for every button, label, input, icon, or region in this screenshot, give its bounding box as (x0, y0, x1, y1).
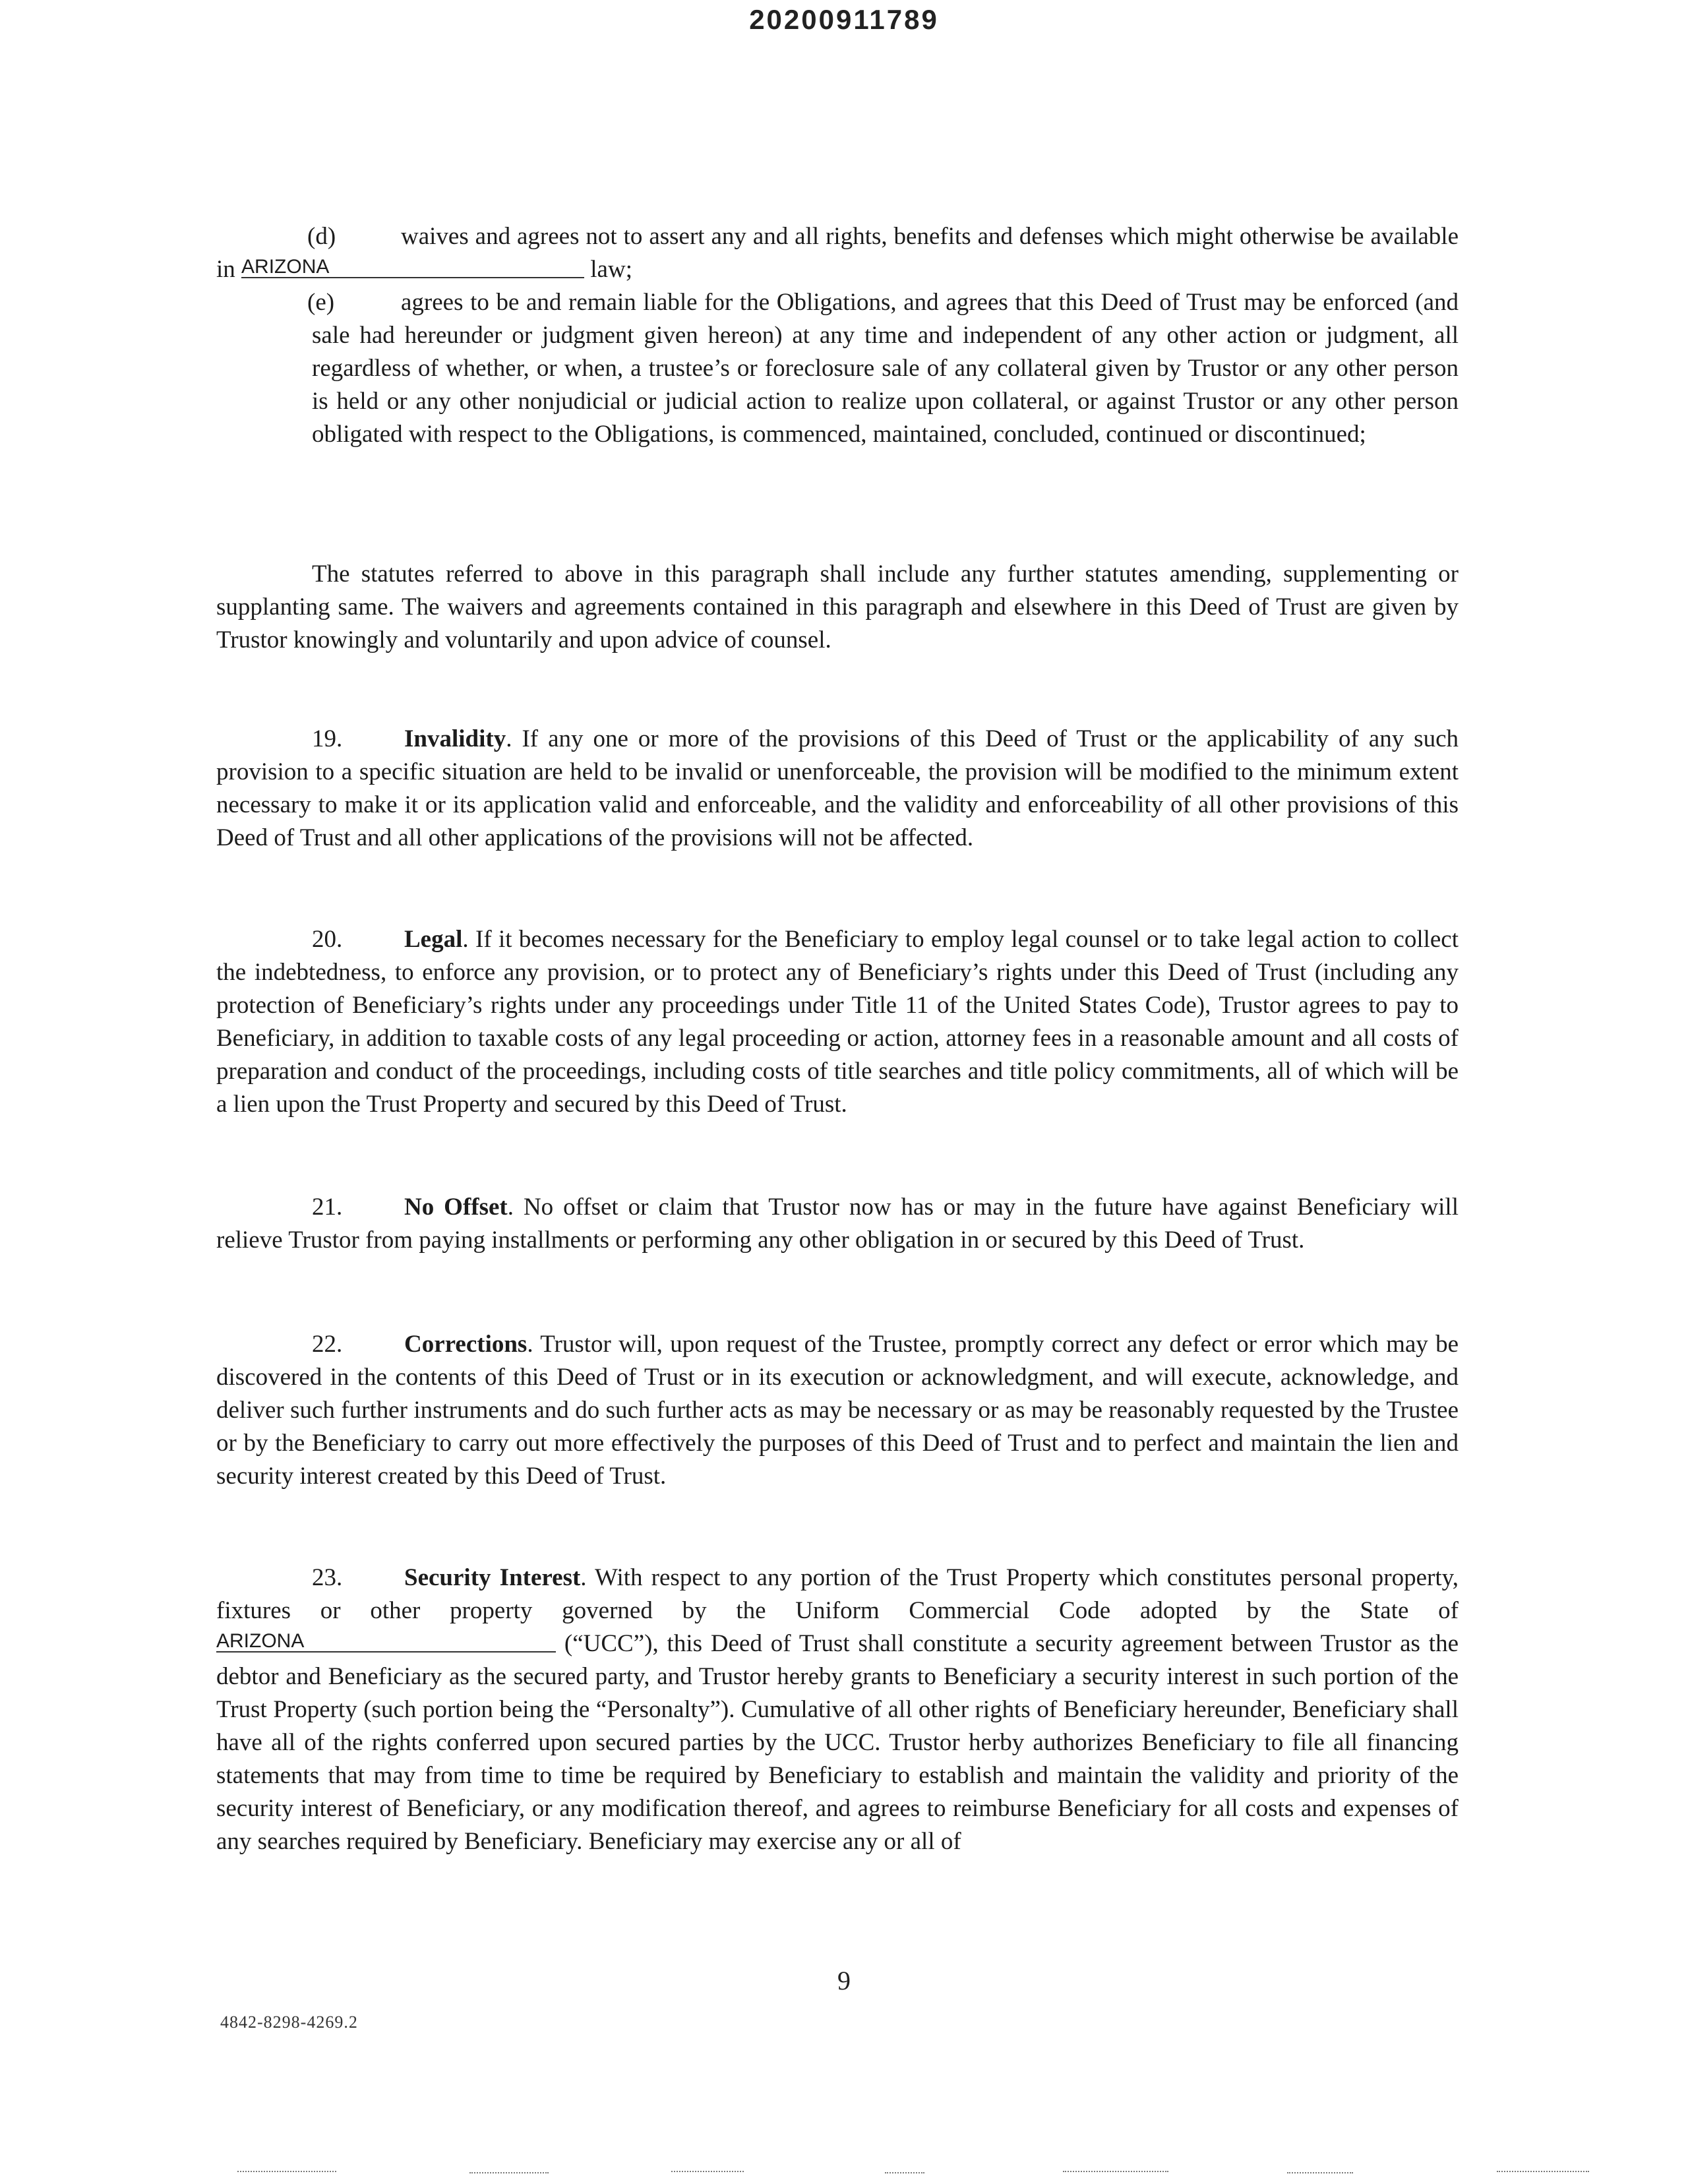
subsection-d-label: (d) (307, 223, 336, 250)
section-20-heading: Legal (404, 926, 463, 953)
subsection-d-text-end: law; (590, 256, 632, 283)
section-21-heading: No Offset (404, 1194, 508, 1221)
statutes-paragraph-block (216, 558, 1459, 657)
section-23-text-cont: (“UCC”), this Deed of Trust shall constitute a security agreement between Trustor as the debtor and Beneficiary as the secured party, and Trustor hereby grants to Beneficiary a security interest in such portion of the Trust Property (such portion being the “Personalty”). Cumulative of all other rights of Beneficiary hereunder, Beneficiary shall have all of the rights conferred upon secured parties by the UCC. Trustor herby authorizes Beneficiary to file all financing statements that may from time to time be required by Beneficiary to establish and maintain the validity and priority of the security interest of Beneficiary, or any modification thereof, and agrees to reimburse Beneficiary for all costs and expenses of any searches required by Beneficiary. Beneficiary may exercise any or all of (216, 1630, 1459, 1855)
section-23-text: With respect to any portion of the Trust Property which constitutes personal property, fixtures or other property governed by the Uniform Commercial Code adopted by the State of (216, 1564, 1459, 1624)
subsection-e-label: (e) (307, 289, 335, 316)
section-22-heading: Corrections (404, 1331, 528, 1358)
recording-number: 20200911789 (749, 4, 939, 35)
scan-artifact (885, 2172, 924, 2173)
section-20-text: If it becomes necessary for the Beneficiary to employ legal counsel or to take legal action to collect the indebtedness, to enforce any provision, or to protect any of Beneficiary’s rights under this Deed of Trust (including any protection of Beneficiary’s rights under any proceedings under Title 11 of the United States Code), Trustor agrees to pay to Beneficiary, in addition to taxable costs of any legal proceeding or action, attorney fees in a reasonable amount and all costs of preparation and conduct of the proceedings, including costs of title searches and title policy commitments, all of which will be a lien upon the Trust Property and secured by this Deed of Trust. (216, 926, 1459, 1118)
scan-artifact (1497, 2171, 1589, 2172)
section-19: 19. Invalidity. If any one or more of the provisions of this Deed of Trust or the applicability of any such provision to a specific situation are held to be invalid or unenforceable, the provision will be modified to the minimum extent necessary to make it or its application valid and enforceable, and the validity and enforceability of all other provisions of this Deed of Trust and all other applications of the provisions will not be affected. (216, 723, 1459, 855)
subsection-d-block (216, 220, 1459, 286)
section-19-number: 19. (312, 725, 343, 752)
section-21-text: No offset or claim that Trustor now has or may in the future have against Beneficiary will relieve Trustor from paying installments or performing any other obligation in or secured by this Deed of Trust. (216, 1194, 1459, 1254)
state-fill-field-1: ARIZONA (241, 257, 584, 278)
scan-artifact (469, 2172, 549, 2173)
state-fill-field-2: ARIZONA (216, 1631, 556, 1653)
section-20-number: 20. (312, 926, 343, 953)
section-23: 23. Security Interest. With respect to any portion of the Trust Property which constitutes personal property, fixtures or other property governed by the Uniform Commercial Code adopted by the State of ARIZONA (“UCC”), this Deed of Trust shall constitute a security agreement between Trustor as the debtor and Beneficiary as the secured party, and Trustor hereby grants to Beneficiary a security interest in such portion of the Trust Property (such portion being the “Personalty”). Cumulative of all other rights of Beneficiary hereunder, Beneficiary shall have all of the rights conferred upon secured parties by the UCC. Trustor herby authorizes Beneficiary to file all financing statements that may from time to time be required by Beneficiary to establish and maintain the validity and priority of the security interest of Beneficiary, or any modification thereof, and agrees to reimburse Beneficiary for all costs and expenses of any searches required by Beneficiary. Beneficiary may exercise any or all of (216, 1562, 1459, 1858)
section-20: 20. Legal. If it becomes necessary for the Beneficiary to employ legal counsel or to take legal action to collect the indebtedness, to enforce any provision, or to protect any of Beneficiary’s rights under this Deed of Trust (including any protection of Beneficiary’s rights under any proceedings under Title 11 of the United States Code), Trustor agrees to pay to Beneficiary, in addition to taxable costs of any legal proceeding or action, attorney fees in a reasonable amount and all costs of preparation and conduct of the proceedings, including costs of title searches and title policy commitments, all of which will be a lien upon the Trust Property and secured by this Deed of Trust. (216, 923, 1459, 1121)
scan-artifact (237, 2171, 336, 2172)
scan-artifact (671, 2171, 744, 2172)
section-23-number: 23. (312, 1564, 343, 1591)
section-21-number: 21. (312, 1194, 343, 1221)
subsection-d-text: waives and agrees not to assert any and all rights, benefits and defenses which might otherwise be available in (216, 223, 1459, 283)
subsection-e-block (307, 286, 1459, 451)
scan-artifact (1063, 2171, 1168, 2172)
section-19-heading: Invalidity (404, 725, 506, 752)
footer-document-id: 4842-8298-4269.2 (220, 2013, 358, 2032)
page-number: 9 (837, 1966, 851, 1995)
scan-artifact (1287, 2172, 1353, 2173)
section-21: 21. No Offset. No offset or claim that Trustor now has or may in the future have against Beneficiary will relieve Trustor from paying installments or performing any other obligation in or secured by this Deed of Trust. (216, 1191, 1459, 1257)
section-23-heading: Security Interest (404, 1564, 581, 1591)
section-22-text: Trustor will, upon request of the Trustee, promptly correct any defect or error which may be discovered in the contents of this Deed of Trust or in its execution or acknowledgment, and will execute, acknowledge, and deliver such further instruments and do such further acts as may be necessary or as may be reasonably requested by the Trustee or by the Beneficiary to carry out more effectively the purposes of this Deed of Trust and to perfect and maintain the lien and security interest created by this Deed of Trust. (216, 1331, 1459, 1490)
statutes-paragraph: The statutes referred to above in this paragraph shall include any further statutes amending, supplementing or supplanting same. The waivers and agreements contained in this paragraph and elsewhere in this Deed of Trust are given by Trustor knowingly and voluntarily and upon advice of counsel. (216, 561, 1459, 653)
section-22-number: 22. (312, 1331, 343, 1358)
subsection-e-text: agrees to be and remain liable for the Obligations, and agrees that this Deed of Trust may be enforced (and sale had hereunder or judgment given hereon) at any time and independent of any other action or judgment, all regardless of whether, or when, a trustee’s or foreclosure sale of any collateral given by Trustor or any other person is held or any other nonjudicial or judicial action to realize upon collateral, or against Trustor or any other person obligated with respect to the Obligations, is commenced, maintained, concluded, continued or discontinued; (312, 289, 1459, 448)
section-22: 22. Corrections. Trustor will, upon request of the Trustee, promptly correct any defect or error which may be discovered in the contents of this Deed of Trust or in its execution or acknowledgment, and will execute, acknowledge, and deliver such further instruments and do such further acts as may be necessary or as may be reasonably requested by the Trustee or by the Beneficiary to carry out more effectively the purposes of this Deed of Trust and to perfect and maintain the lien and security interest created by this Deed of Trust. (216, 1328, 1459, 1493)
section-19-text: If any one or more of the provisions of this Deed of Trust or the applicability of any such provision to a specific situation are held to be invalid or unenforceable, the provision will be modified to the minimum extent necessary to make it or its application valid and enforceable, and the validity and enforceability of all other provisions of this Deed of Trust and all other applications of the provisions will not be affected. (216, 725, 1459, 851)
